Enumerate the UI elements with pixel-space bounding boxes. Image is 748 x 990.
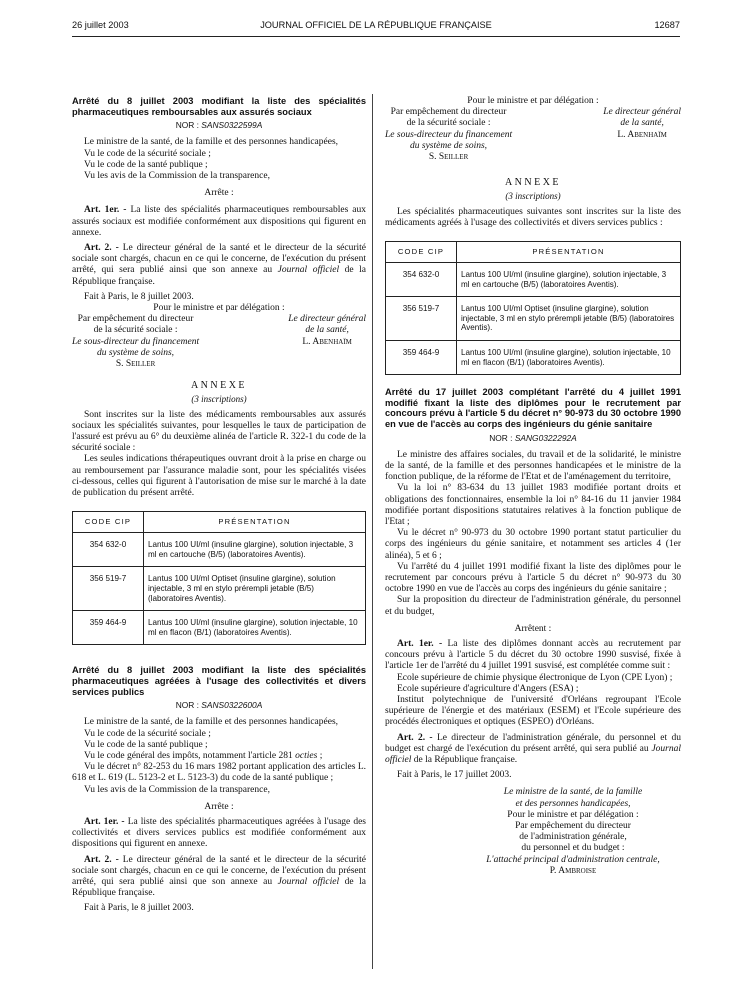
annex-inscriptions: (3 inscriptions): [191, 394, 247, 405]
list-item: Ecole supérieure de chimie physique électronique de Lyon (CPE Lyon) ;: [397, 672, 673, 683]
paragraph: Sur la proposition du directeur de l'administration générale, du personnel et du budget,: [385, 595, 681, 617]
table-row: 354 632-0 Lantus 100 UI/ml (insuline glargine), solution injectable, 3 ml en cartouche (B/5) (laboratoires Aventis).: [73, 533, 366, 567]
decree-2-title: Arrêté du 8 juillet 2003 modifiant la liste des spécialités pharmaceutiques agréées à l'usage des collectivités et divers services publics: [72, 665, 366, 697]
table-row: 359 464-9 Lantus 100 UI/ml (insuline glargine), solution injectable, 10 ml en flacon (B/1) (laboratoires Aventis).: [73, 611, 366, 645]
article-1: Art. 1er. - La liste des spécialités pharmaceutiques remboursables aux assurés sociaux est modifiée conformément aux dispositions qui figurent en annexe.: [72, 205, 367, 238]
table-row: 354 632-0 Lantus 100 UI/ml (insuline glargine), solution injectable, 3 ml en cartouche (B/5) (laboratoires Aventis).: [386, 263, 681, 297]
paragraph: Vu le code de la sécurité sociale ;: [84, 728, 211, 739]
paragraph: Vu le code de la santé publique ;: [84, 159, 208, 170]
right-column: [385, 96, 681, 877]
arrete-heading: Arrête :: [204, 801, 234, 812]
article-2: Art. 2. - Le directeur général de la santé et le directeur de la sécurité sociale sont chargés, chacun en ce qui le concerne, de l'exécution du présent arrêté, qui sera publié ainsi que son annexe au Journal officiel de la République française.: [72, 854, 367, 899]
table-header-code: CODE CIP: [73, 512, 144, 533]
decree-2-nor: NOR : SANS0322600A: [175, 700, 263, 711]
list-item: Ecole supérieure d'agriculture d'Angers (ESA) ;: [397, 683, 579, 694]
arretent-heading: Arrêtent :: [514, 623, 552, 634]
paragraph: Sont inscrites sur la liste des médicaments remboursables aux assurés sociaux les spécialités suivantes, pour lesquelles le taux de participation de l'assuré est prévu au 6° du deuxième alinéa de l'article R. 322-1 du code de la sécurité sociale :: [72, 409, 366, 454]
paragraph: Vu les avis de la Commission de la transparence,: [84, 171, 270, 181]
header-page-number: 12687: [654, 20, 680, 30]
article-1: Art. 1er. - La liste des diplômes donnant accès au recrutement par concours prévu à l'article 5 du décret du 30 octobre 1990 susvisé, fixée à l'article 1er de l'arrêté du 4 juillet 1991 susvisé, est complétée comme suit :: [385, 639, 682, 672]
article-1: Art. 1er. - La liste des spécialités pharmaceutiques agréées à l'usage des collectivités et divers services publics est modifiée conformément aux dispositions qui figurent en annexe.: [72, 817, 367, 850]
column-divider: [372, 94, 373, 969]
paragraph: Le ministre de la santé, de la famille et des personnes handicapées,: [84, 137, 339, 148]
signature-block: Le ministre de la santé, de la famille et des personnes handicapées, Pour le ministre et par délégation : Par empêchement du directeur de l'administration générale, du personnel et du budget : L'attaché principal d'administration centrale, P. Ambroise: [486, 787, 660, 876]
decree-1-title: Arrêté du 8 juillet 2003 modifiant la liste des spécialités pharmaceutiques remboursables aux assurés sociaux: [72, 96, 366, 117]
decree-3-nor: NOR : SANG0322292A: [489, 432, 577, 443]
left-column: [72, 96, 366, 915]
page-header: [72, 20, 680, 34]
table-row: 359 464-9 Lantus 100 UI/ml (insuline glargine), solution injectable, 10 ml en flacon (B/1) (laboratoires Aventis).: [386, 341, 681, 375]
signature-date: Fait à Paris, le 8 juillet 2003.: [84, 291, 194, 302]
article-2: Art. 2. - Le directeur général de la santé et le directeur de la sécurité sociale sont chargés, chacun en ce qui le concerne, de l'exécution du présent arrêté, qui sera publié ainsi que son annexe au Journal officiel de la République française.: [72, 243, 367, 287]
annex-table-1: [72, 511, 366, 645]
decree-3-title: Arrêté du 17 juillet 2003 complétant l'arrêté du 4 juillet 1991 modifié fixant la liste des diplômes pour le recrutement par concours prévu à l'article 5 du décret n° 90-973 du 30 octobre 1990 en vue de l'accès au corps des ingénieurs du génie sanitaire: [385, 387, 681, 429]
table-row: 356 519-7 Lantus 100 UI/ml Optiset (insuline glargine), solution injectable, 3 ml en stylo prérempli jetable (B/5) (laboratoires Aventis).: [73, 567, 366, 611]
header-rule: [72, 36, 680, 37]
list-item: Institut polytechnique de l'université d'Orléans regroupant l'Ecole supérieure de l'énergie et des matériaux (ESEM) et l'Ecole supérieure des procédés électroniques et optiques (ESPEO) d'Orléans.: [385, 695, 681, 728]
signature-delegation: Pour le ministre et par délégation :: [153, 303, 285, 314]
signature-date: Fait à Paris, le 17 juillet 2003.: [397, 770, 512, 781]
paragraph: Les spécialités pharmaceutiques suivantes sont inscrites sur la liste des médicaments agréés à l'usage des collectivités et divers services publics :: [385, 206, 681, 228]
paragraph: Vu les avis de la Commission de la transparence,: [84, 784, 270, 795]
annex-table-2: [385, 241, 681, 375]
signature-date: Fait à Paris, le 8 juillet 2003.: [84, 903, 194, 914]
article-2: Art. 2. - Le directeur de l'administration générale, du personnel et du budget est chargé de l'exécution du présent arrêté, qui sera publié au Journal officiel de la République française.: [385, 732, 681, 766]
header-date: 26 juillet 2003: [72, 20, 129, 30]
paragraph: Vu le code de la sécurité sociale ;: [84, 148, 211, 159]
annex-heading: ANNEXE: [190, 380, 248, 392]
paragraph: Le ministre de la santé, de la famille et des personnes handicapées,: [84, 717, 339, 728]
decree-1-nor: NOR : SANS0322599A: [175, 120, 263, 131]
paragraph: Le ministre des affaires sociales, du travail et de la solidarité, le ministre de la santé, de la famille et des personnes handicapées et le ministre de la fonction publique, de la réforme de l'Etat et de l'aménagement du territoire,: [385, 449, 681, 483]
table-header-presentation: PRÉSENTATION: [457, 242, 681, 263]
paragraph: Vu le décret n° 90-973 du 30 octobre 1990 portant statut particulier du corps des ingénieurs du génie sanitaire, et notamment ses articles 4 (1er alinéa), 5 et 6 ;: [385, 528, 681, 561]
signature-block: Par empêchement du directeur de la sécurité sociale : Le sous-directeur du financement du système de soins, S. Seiller Le directeur général de la santé, L. Abenhaïm: [385, 107, 681, 163]
table-header-code: CODE CIP: [386, 242, 457, 263]
signature-block: Par empêchement du directeur de la sécurité sociale : Le sous-directeur du financement du système de soins, S. Seiller Le directeur général de la santé, L. Abenhaïm: [72, 314, 366, 370]
annex-inscriptions: (3 inscriptions): [505, 191, 561, 202]
paragraph: Vu le décret n° 82-253 du 16 mars 1982 portant application des articles L. 618 et L. 619 (L. 5123-2 et L. 5123-3) du code de la santé publique ;: [72, 762, 366, 784]
header-journal-title: JOURNAL OFFICIEL DE LA RÉPUBLIQUE FRANÇAISE: [260, 20, 492, 30]
signature-delegation: Pour le ministre et par délégation :: [467, 96, 599, 106]
arrete-heading: Arrête :: [204, 188, 234, 199]
paragraph: Les seules indications thérapeutiques ouvrant droit à la prise en charge ou au remboursement par l'assurance maladie sont, pour les spécialités visées ci-dessous, celles qui figurent à l'autorisation de mise sur le marché à la date de publication du présent arrêté.: [72, 454, 366, 499]
paragraph: Vu l'arrêté du 4 juillet 1991 modifié fixant la liste des diplômes pour le recrutement par concours prévu à l'article 5 du décret n° 90-973 du 30 octobre 1990 en vue de l'accès au corps des ingénieurs du génie sanitaire ;: [385, 561, 681, 595]
table-header-presentation: PRÉSENTATION: [144, 512, 366, 533]
paragraph: Vu le code général des impôts, notamment l'article 281 octies ;: [84, 751, 323, 762]
paragraph: Vu le code de la santé publique ;: [84, 739, 208, 750]
paragraph: Vu la loi n° 83-634 du 13 juillet 1983 modifiée portant droits et obligations des fonctionnaires, ensemble la loi n° 84-16 du 11 janvier 1984 modifiée portant dispositions statutaires relatives à la fonction publique de l'Etat ;: [385, 483, 681, 527]
table-row: 356 519-7 Lantus 100 UI/ml Optiset (insuline glargine), solution injectable, 3 ml en stylo prérempli jetable (B/5) (laboratoires Aventis).: [386, 297, 681, 341]
annex-heading: ANNEXE: [504, 177, 562, 189]
